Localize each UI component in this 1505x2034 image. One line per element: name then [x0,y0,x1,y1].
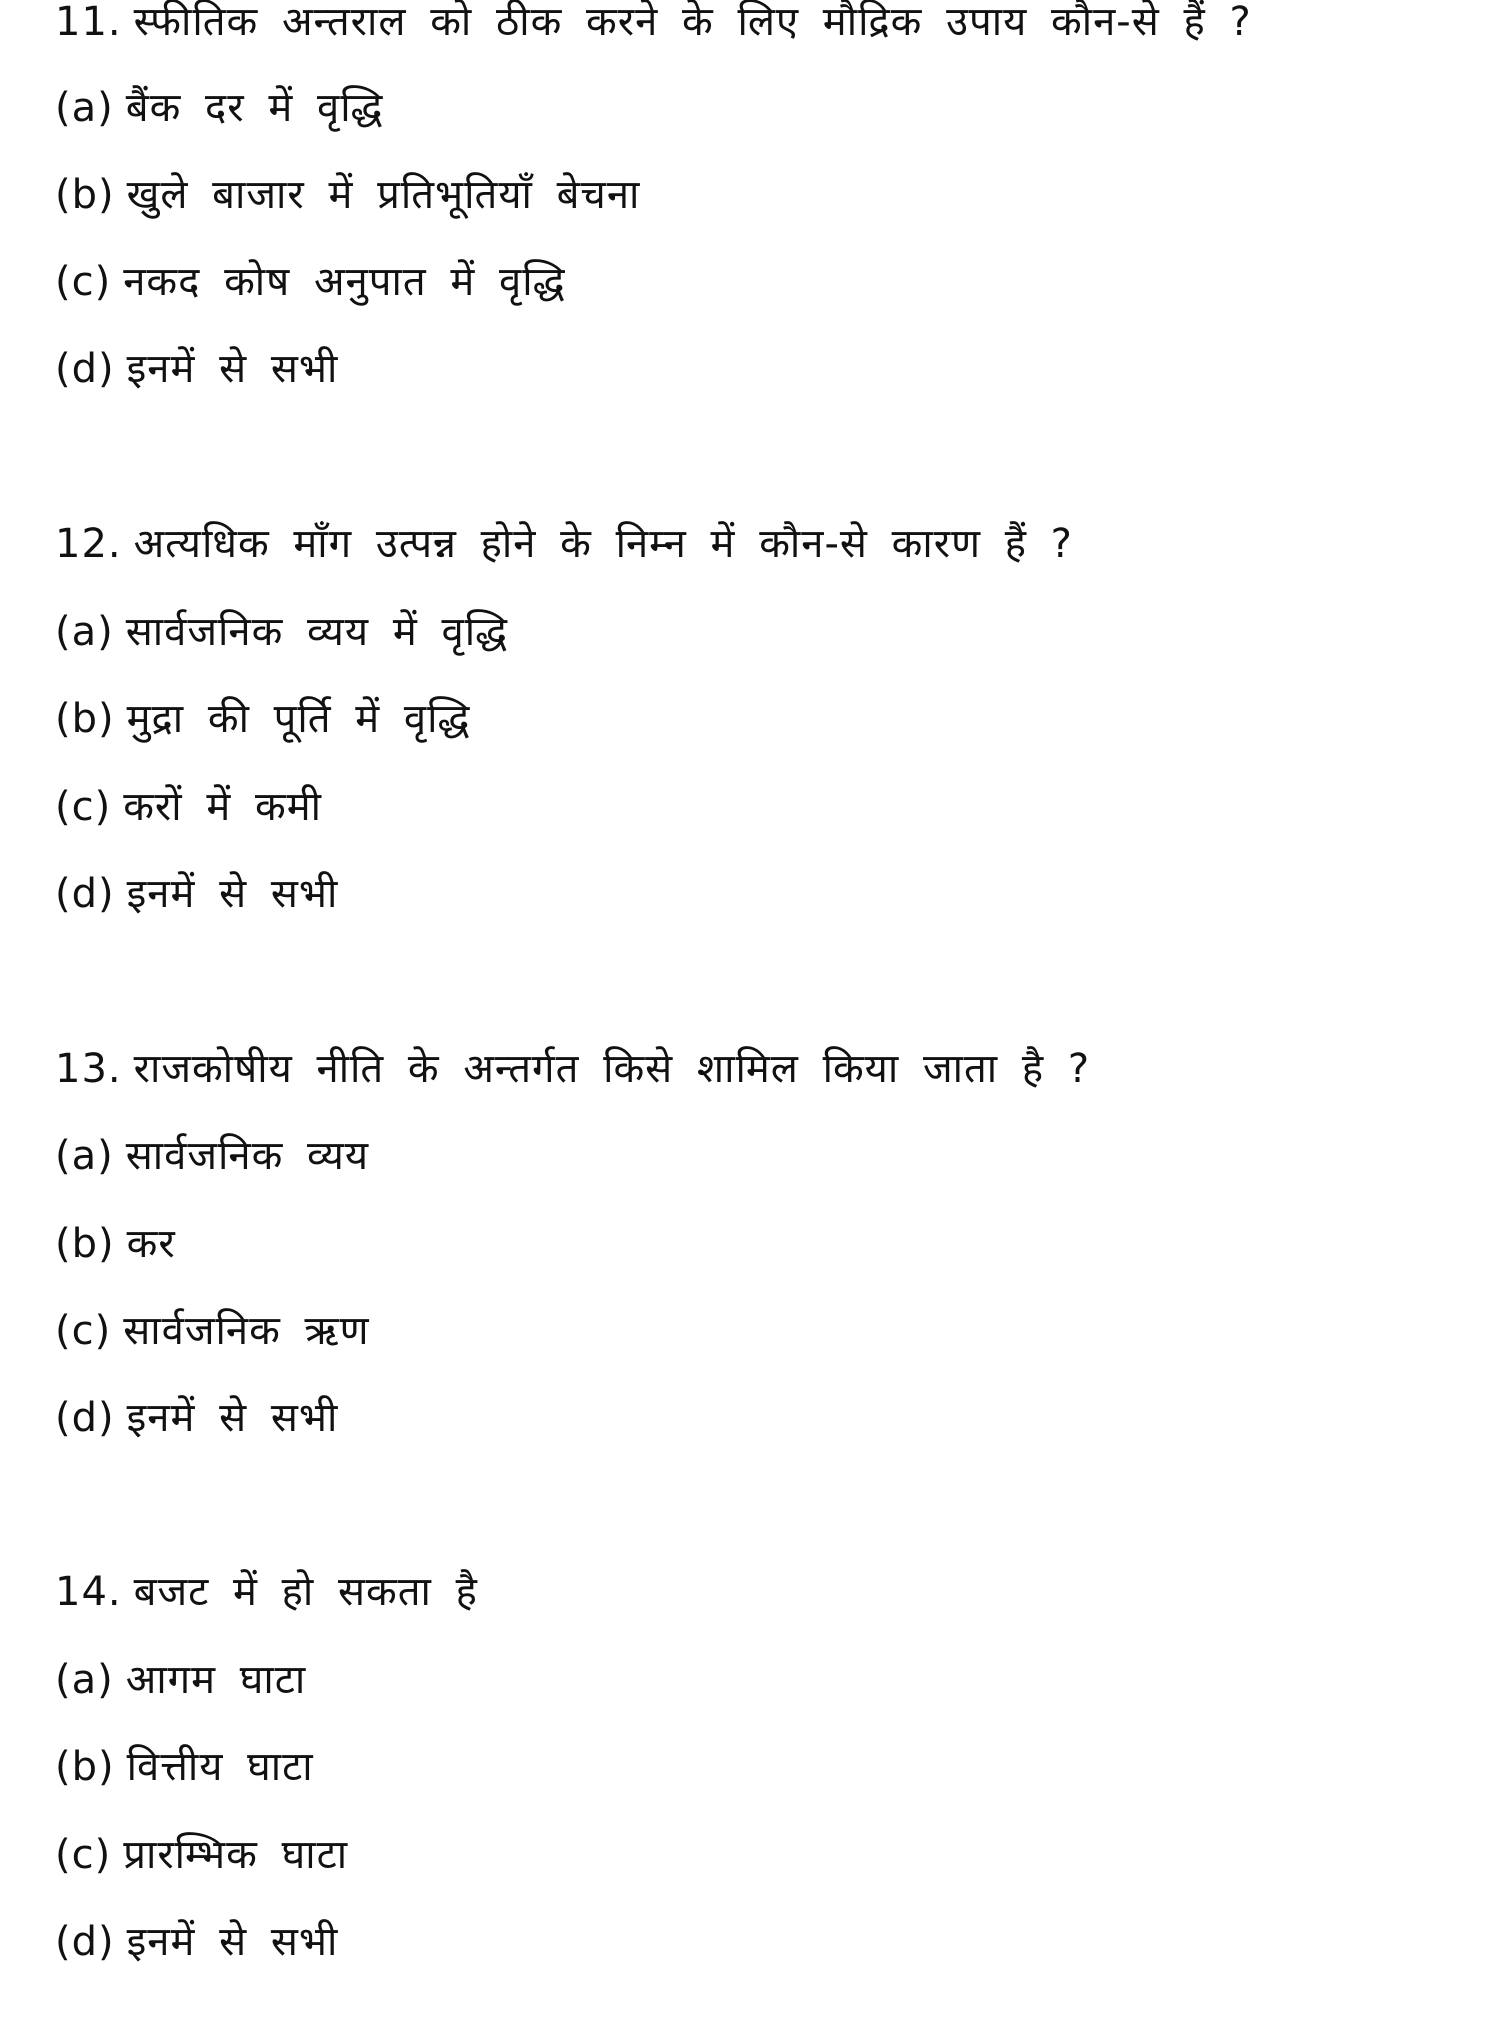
question-14-option-c [55,1831,348,1879]
question-11-option-a [55,84,384,132]
option-label: (b) [55,1744,115,1790]
question-number: 13. [55,1046,122,1092]
question-13-option-a [55,1132,369,1180]
question-14-option-d [55,1918,338,1966]
option-text: मुद्रा की पूर्ति में वृद्धि [126,696,471,742]
option-text: सार्वजनिक ऋण [123,1308,370,1354]
question-11-option-b [55,171,640,219]
option-text: वित्तीय घाटा [126,1744,314,1790]
question-11-option-d [55,345,338,393]
question-text: अत्यधिक माँग उत्पन्न होने के निम्न में कौन-से कारण हैं ? [133,521,1073,567]
question-13-option-b [55,1220,176,1268]
question-text: राजकोषीय नीति के अन्तर्गत किसे शामिल किया जाता है ? [133,1046,1091,1092]
question-12-option-d [55,870,338,918]
question-14-option-a [55,1656,306,1704]
option-label: (c) [55,1308,112,1354]
question-12-option-c [55,783,322,831]
option-text: कर [126,1221,176,1267]
option-text: बैंक दर में वृद्धि [125,85,384,131]
option-label: (a) [55,85,114,131]
question-number: 12. [55,521,122,567]
option-text: नकद कोष अनुपात में वृद्धि [123,259,566,305]
option-label: (d) [55,871,115,917]
option-text: इनमें से सभी [126,346,339,392]
option-label: (a) [55,609,114,655]
option-label: (d) [55,1919,115,1965]
question-13-stem [55,1045,1090,1093]
option-label: (c) [55,1832,112,1878]
question-text: बजट में हो सकता है [133,1569,478,1615]
option-text: खुले बाजार में प्रतिभूतियाँ बेचना [126,172,641,218]
question-11-stem [55,0,1252,46]
option-label: (d) [55,1395,115,1441]
question-12-option-a [55,608,508,656]
option-label: (b) [55,1221,115,1267]
option-label: (a) [55,1133,114,1179]
question-13-option-d [55,1394,338,1442]
question-14-option-b [55,1743,314,1791]
option-text: सार्वजनिक व्यय [125,1133,370,1179]
option-text: इनमें से सभी [126,871,339,917]
question-number: 14. [55,1569,122,1615]
question-14-stem [55,1568,478,1616]
option-label: (d) [55,346,115,392]
option-label: (a) [55,1657,114,1703]
option-text: इनमें से सभी [126,1919,339,1965]
option-label: (c) [55,259,112,305]
option-text: करों में कमी [123,784,322,830]
option-text: इनमें से सभी [126,1395,339,1441]
question-text: स्फीतिक अन्तराल को ठीक करने के लिए मौद्रिक उपाय कौन-से हैं ? [133,0,1252,45]
option-text: आगम घाटा [125,1657,307,1703]
question-number: 11. [55,0,122,45]
option-label: (c) [55,784,112,830]
question-11-option-c [55,258,566,306]
question-12-stem [55,520,1073,568]
question-13-option-c [55,1307,370,1355]
option-text: प्रारम्भिक घाटा [123,1832,349,1878]
question-12-option-b [55,695,470,743]
option-label: (b) [55,696,115,742]
option-text: सार्वजनिक व्यय में वृद्धि [125,609,509,655]
option-label: (b) [55,172,115,218]
